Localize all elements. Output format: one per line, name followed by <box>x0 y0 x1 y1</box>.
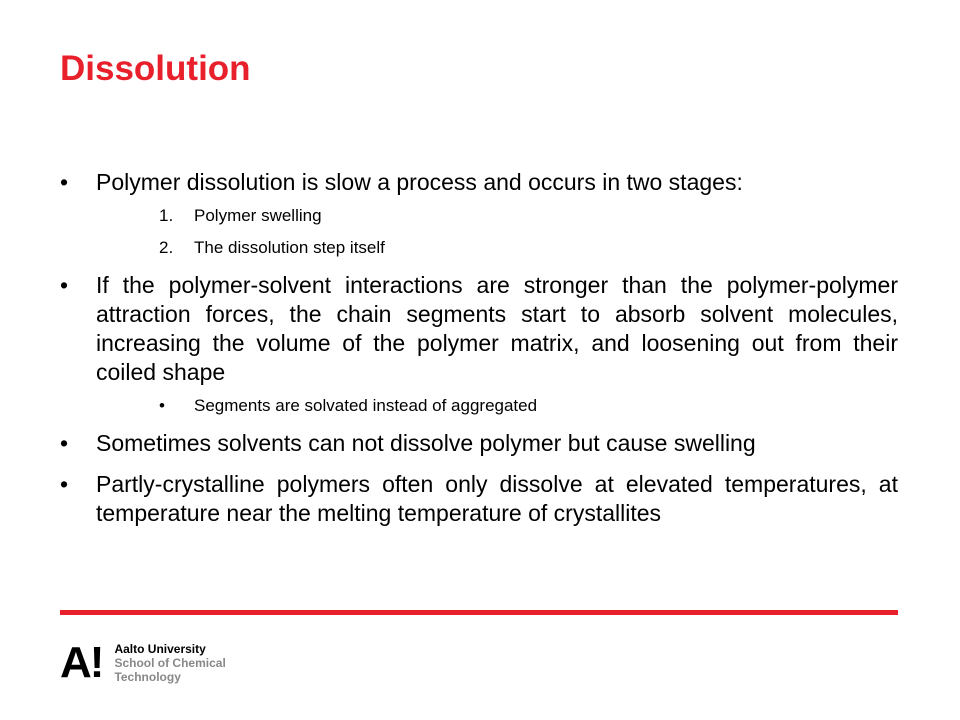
subitem-bullet: • <box>159 396 165 415</box>
subitem-number: 1. <box>159 206 174 225</box>
bullet-dot: • <box>60 430 69 456</box>
bulleted-subitem <box>60 395 898 417</box>
aalto-logo <box>60 638 226 687</box>
bullet-text: Sometimes solvents can not dissolve polymer but cause swelling <box>96 430 756 456</box>
bullet-item <box>60 168 898 197</box>
footer-divider <box>60 610 898 615</box>
aalto-logo-mark: A! <box>60 638 103 687</box>
subitem-text: Segments are solvated instead of aggregated <box>194 396 538 415</box>
slide-content <box>60 168 898 528</box>
logo-school-line2: Technology <box>114 670 181 684</box>
logo-university: Aalto University <box>114 642 206 656</box>
bullet-text: Partly-crystalline polymers often only dissolve at elevated temperatures, at temperature near the melting temperature of crystallites <box>96 471 898 526</box>
subitem-text: Polymer swelling <box>194 206 322 225</box>
aalto-logo-text <box>114 642 225 684</box>
bullet-dot: • <box>60 272 69 298</box>
slide-title: Dissolution <box>60 49 251 88</box>
bullet-text: Polymer dissolution is slow a process and occurs in two stages: <box>96 169 743 195</box>
bullet-item <box>60 429 898 458</box>
bullet-dot: • <box>60 169 69 195</box>
subitem-text: The dissolution step itself <box>194 238 385 257</box>
bullet-dot: • <box>60 471 69 497</box>
bullet-item <box>60 271 898 387</box>
numbered-subitem <box>60 237 898 259</box>
numbered-subitem <box>60 205 898 227</box>
bullet-item <box>60 470 898 528</box>
subitem-number: 2. <box>159 238 174 257</box>
bullet-text: If the polymer-solvent interactions are stronger than the polymer-polymer attraction forces, the chain segments start to absorb solvent molecules, increasing the volume of the polymer matrix, and loosening out from their coiled shape <box>96 272 898 385</box>
logo-school: School of Chemical <box>114 656 226 670</box>
